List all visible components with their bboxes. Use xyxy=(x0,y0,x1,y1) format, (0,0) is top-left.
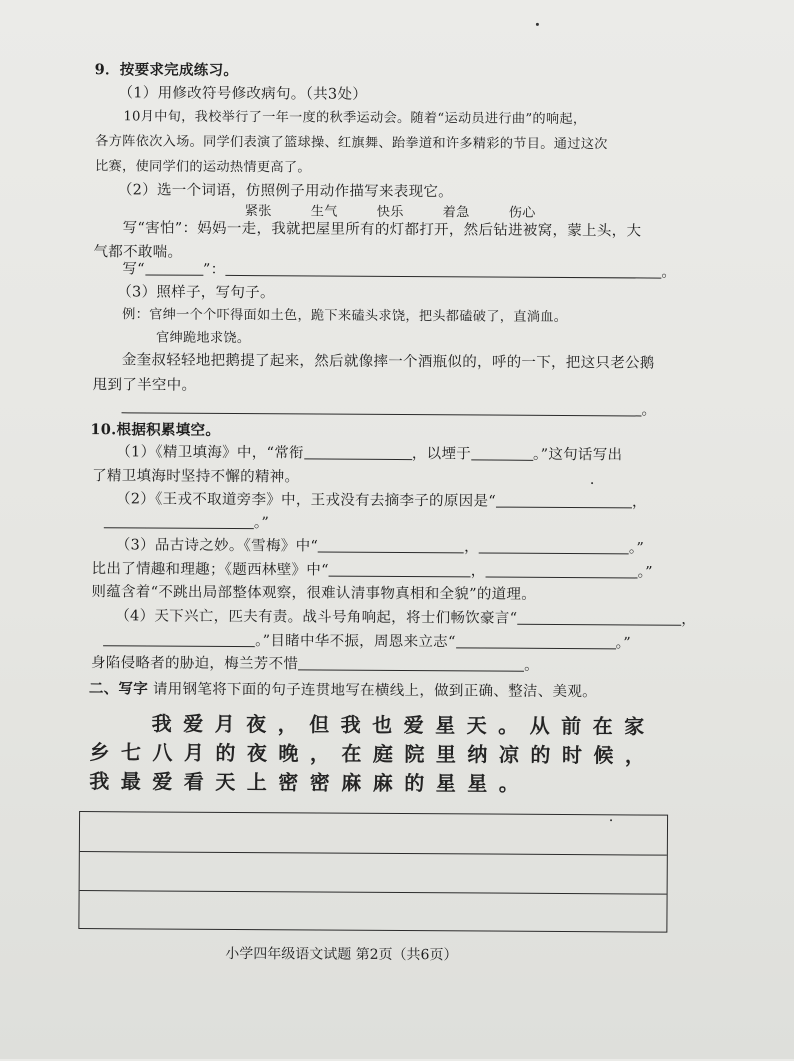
q9-part3-answer-line: 。 xyxy=(122,395,657,419)
word-choice: 伤心 xyxy=(508,205,536,221)
q10-title: 10.根据积累填空。 xyxy=(90,421,221,439)
answer-blank[interactable] xyxy=(318,538,464,554)
q9-part1-title: （1）用修改符号修改病句。（共3处） xyxy=(118,85,368,103)
specks xyxy=(610,819,612,821)
word-choice: 着急 xyxy=(442,205,470,221)
q10-part3-line1: （3）品古诗之妙。《雪梅》中“ ， 。” xyxy=(115,537,645,557)
answer-blank[interactable] xyxy=(479,538,629,554)
q9-part1-text-line2: 各方阵依次入场。同学们表演了篮球操、红旗舞、跆拳道和许多精彩的节目。通过这次 xyxy=(95,134,608,153)
copy-text-line3: 我最爱看天上密密麻麻的星星。 xyxy=(89,769,531,796)
q10-part2-line2: 。” xyxy=(104,510,269,532)
writing-box[interactable] xyxy=(78,811,668,933)
answer-blank[interactable] xyxy=(225,261,661,279)
section2-title: 二、写字 xyxy=(88,680,149,698)
answer-blank[interactable] xyxy=(122,398,642,416)
section2-instruction: 请用钢笔将下面的句子连贯地写在横线上，做到正确、整洁、美观。 xyxy=(152,681,598,701)
word-choice: 紧张 xyxy=(244,204,272,220)
q9-part3-example-line1: 例：官绅一个个吓得面如土色，跪下来磕头求饶，把头都磕破了，直淌血。 xyxy=(122,307,568,326)
answer-blank[interactable] xyxy=(517,610,681,626)
q10-part1-line1: （1）《精卫填海》中，“常衔 ，以堙于 。”这句话写出 xyxy=(116,444,623,464)
answer-blank[interactable] xyxy=(329,562,471,578)
page-footer: 小学四年级语文试题 第2页（共6页） xyxy=(225,945,458,964)
answer-blank[interactable] xyxy=(486,563,638,579)
copy-text-line2: 乡七八月的夜晚，在庭院里纳凉的时候， xyxy=(89,740,657,768)
answer-blank[interactable] xyxy=(471,445,533,460)
q9-part1-text-line3: 比赛，使同学们的运动热情更高了。 xyxy=(94,159,311,176)
q10-part3-line2: 比出了情趣和理趣；《题西林壁》中“ ， 。” xyxy=(91,561,653,581)
specks xyxy=(591,482,593,484)
q9-part2-answer-line: 写“ ”： 。 xyxy=(122,261,677,281)
answer-blank[interactable] xyxy=(304,444,412,460)
word-choice: 生气 xyxy=(310,204,338,220)
section2-heading xyxy=(89,677,597,701)
answer-blank[interactable] xyxy=(103,631,255,647)
q9-part2-title: （2）选一个词语，仿照例子用动作描写来表现它。 xyxy=(117,182,454,201)
q9-part3-text-line2: 甩到了半空中。 xyxy=(92,377,197,394)
writing-rule xyxy=(80,851,667,856)
q10-part2-line1: （2）《王戎不取道旁李》中，王戎没有去摘李子的原因是“ ， xyxy=(115,491,647,511)
word-choice: 快乐 xyxy=(376,204,404,221)
q10-part4-line3: 身陷侵略者的胁迫，梅兰芳不惜 。 xyxy=(90,655,540,674)
answer-blank[interactable] xyxy=(298,655,524,671)
q10-part1-line2: 了精卫填海时坚持不懈的精神。 xyxy=(92,468,300,486)
q9-part3-title: （3）照样子，写句子。 xyxy=(117,284,275,302)
q9-part1-text-line1: 10月中旬，我校举行了一年一度的秋季运动会。随着“运动员进行曲”的响起， xyxy=(123,109,587,128)
q9-part3-example-line2: 官绅跪地求饶。 xyxy=(155,330,251,347)
specks xyxy=(536,23,539,26)
q9-part2-example-line2: 气都不敢喘。 xyxy=(93,244,183,261)
word-blank[interactable] xyxy=(145,260,203,275)
q9-part2-example-line1: 写“害怕”：妈妈一走，我就把屋里所有的灯都打开，然后钻进被窝，蒙上头，大 xyxy=(122,220,642,240)
q9-title: 9．按要求完成练习。 xyxy=(94,61,239,80)
copy-text-line1: 我爱月夜，但我也爱星天。从前在家 xyxy=(151,711,656,739)
q9-part3-text-line1: 金奎叔轻轻地把鹅提了起来，然后就像摔一个酒瓶似的，呼的一下，把这只老公鹅 xyxy=(121,352,655,372)
answer-blank[interactable] xyxy=(104,513,254,529)
writing-rule xyxy=(80,890,667,895)
q10-part4-line2: 。”目睹中华不振，周恩来立志“ 。” xyxy=(103,628,631,652)
answer-blank[interactable] xyxy=(496,493,632,509)
q10-part4-line1: （4）天下兴亡，匹夫有责。战斗号角响起，将士们畅饮豪言“ ， xyxy=(115,608,697,628)
q10-part3-line3: 则蕴含着“不跳出局部整体观察，很难认清事物真相和全貌”的道理。 xyxy=(91,584,537,603)
answer-blank[interactable] xyxy=(456,633,616,649)
